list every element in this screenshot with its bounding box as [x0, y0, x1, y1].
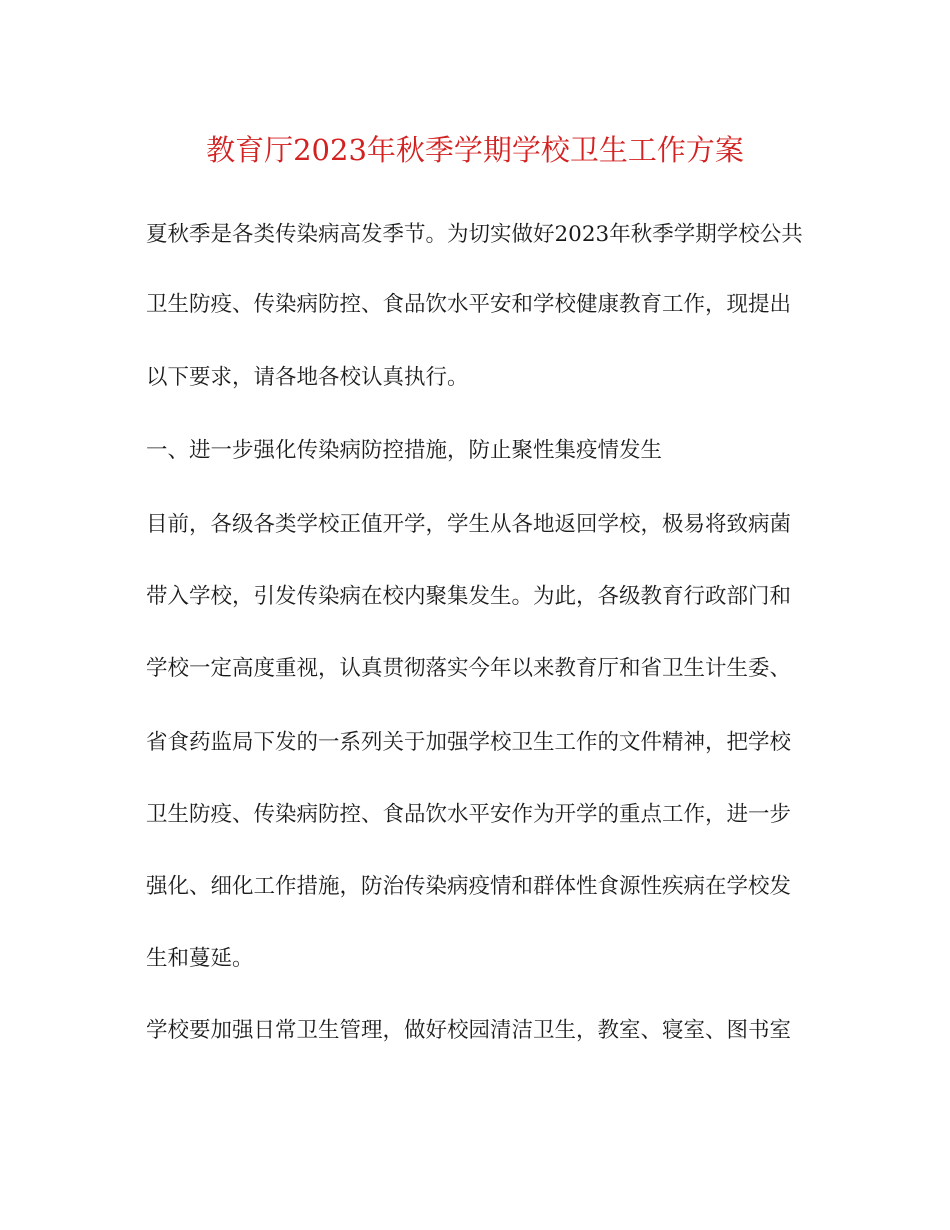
paragraph-intro-line-3: 以下要求，请各地各校认真执行。: [146, 365, 469, 390]
paragraph-body-line-4: 省食药监局下发的一系列关于加强学校卫生工作的文件精神，把学校: [146, 730, 792, 755]
paragraph-body-line-1: 目前，各级各类学校正值开学，学生从各地返回学校，极易将致病菌: [146, 512, 792, 537]
section-heading-1: 一、进一步强化传染病防控措施，防止聚性集疫情发生: [146, 438, 663, 463]
paragraph-body-line-2: 带入学校，引发传染病在校内聚集发生。为此，各级教育行政部门和: [146, 584, 792, 609]
paragraph-body-line-7: 生和蔓延。: [146, 946, 254, 971]
document-title: 教育厅2023年秋季学期学校卫生工作方案: [206, 133, 744, 167]
paragraph-intro-line-1: 夏秋季是各类传染病高发季节。为切实做好2023年秋季学期学校公共: [146, 222, 803, 247]
paragraph-body-line-3: 学校一定高度重视，认真贯彻落实今年以来教育厅和省卫生计生委、: [146, 656, 792, 681]
paragraph-body-line-5: 卫生防疫、传染病防控、食品饮水平安作为开学的重点工作，进一步: [146, 802, 792, 827]
paragraph-body-line-6: 强化、细化工作措施，防治传染病疫情和群体性食源性疾病在学校发: [146, 874, 792, 899]
paragraph-intro-line-2: 卫生防疫、传染病防控、食品饮水平安和学校健康教育工作，现提出: [146, 292, 792, 317]
paragraph-body-line-8: 学校要加强日常卫生管理，做好校园清洁卫生，教室、寝室、图书室: [146, 1018, 792, 1043]
